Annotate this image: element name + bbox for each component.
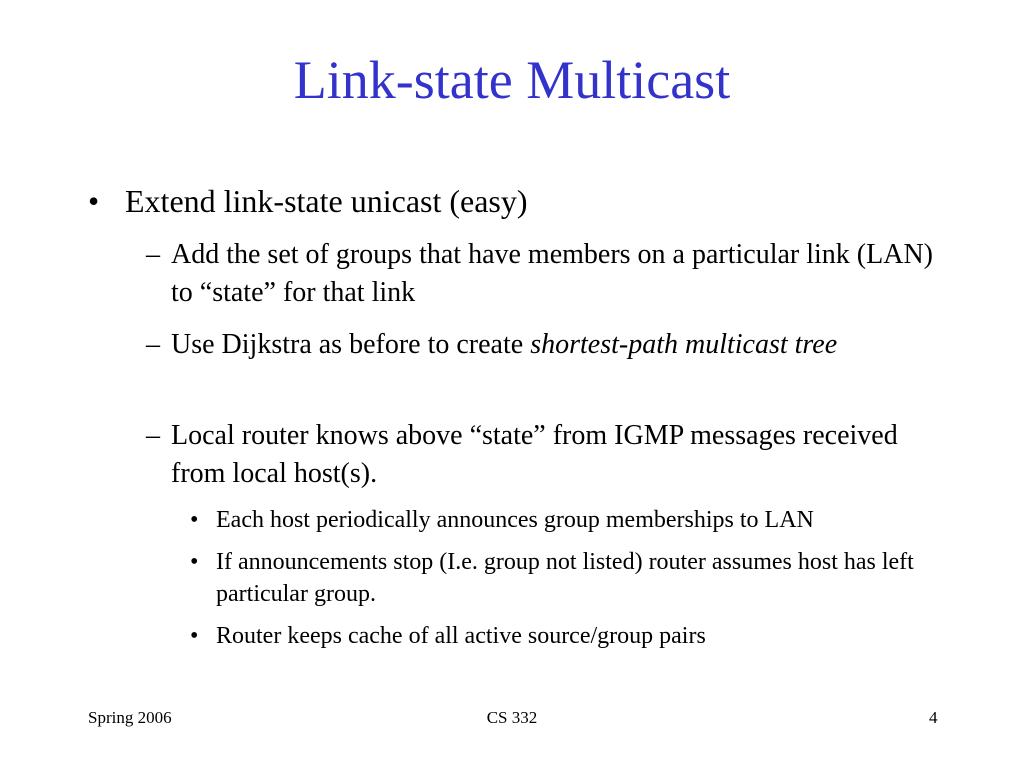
bullet-text: Extend link-state unicast (easy) <box>125 183 528 219</box>
footer-course: CS 332 <box>486 708 538 727</box>
bullet-marker: • <box>190 507 199 533</box>
sub-sub-bullet-text: If announcements stop (I.e. group not listed) router assumes host has left particular group. <box>216 549 914 607</box>
footer-date: Spring 2006 <box>88 708 172 727</box>
bullet-marker: • <box>88 183 100 219</box>
dash-marker: – <box>146 329 160 360</box>
sub-bullet-plain-text: Use Dijkstra as before to create <box>171 329 531 360</box>
sub-bullet-text: Local router knows above “state” from IGMP messages received from local host(s). <box>171 420 898 489</box>
footer-page-number: 4 <box>929 708 938 727</box>
sub-bullet-italic-text: shortest-path multicast tree <box>530 329 838 360</box>
bullet-marker: • <box>190 549 199 575</box>
sub-sub-bullet-text: Each host periodically announces group memberships to LAN <box>216 507 814 533</box>
sub-bullet-text <box>171 326 946 364</box>
slide-title: Link-state Multicast <box>293 50 731 110</box>
dash-marker: – <box>146 239 160 270</box>
dash-marker: – <box>146 420 160 451</box>
bullet-marker: • <box>190 623 199 649</box>
sub-sub-bullet-text: Router keeps cache of all active source/group pairs <box>216 623 706 649</box>
sub-bullet-text: Add the set of groups that have members on a particular link (LAN) to “state” for that link <box>171 239 934 308</box>
